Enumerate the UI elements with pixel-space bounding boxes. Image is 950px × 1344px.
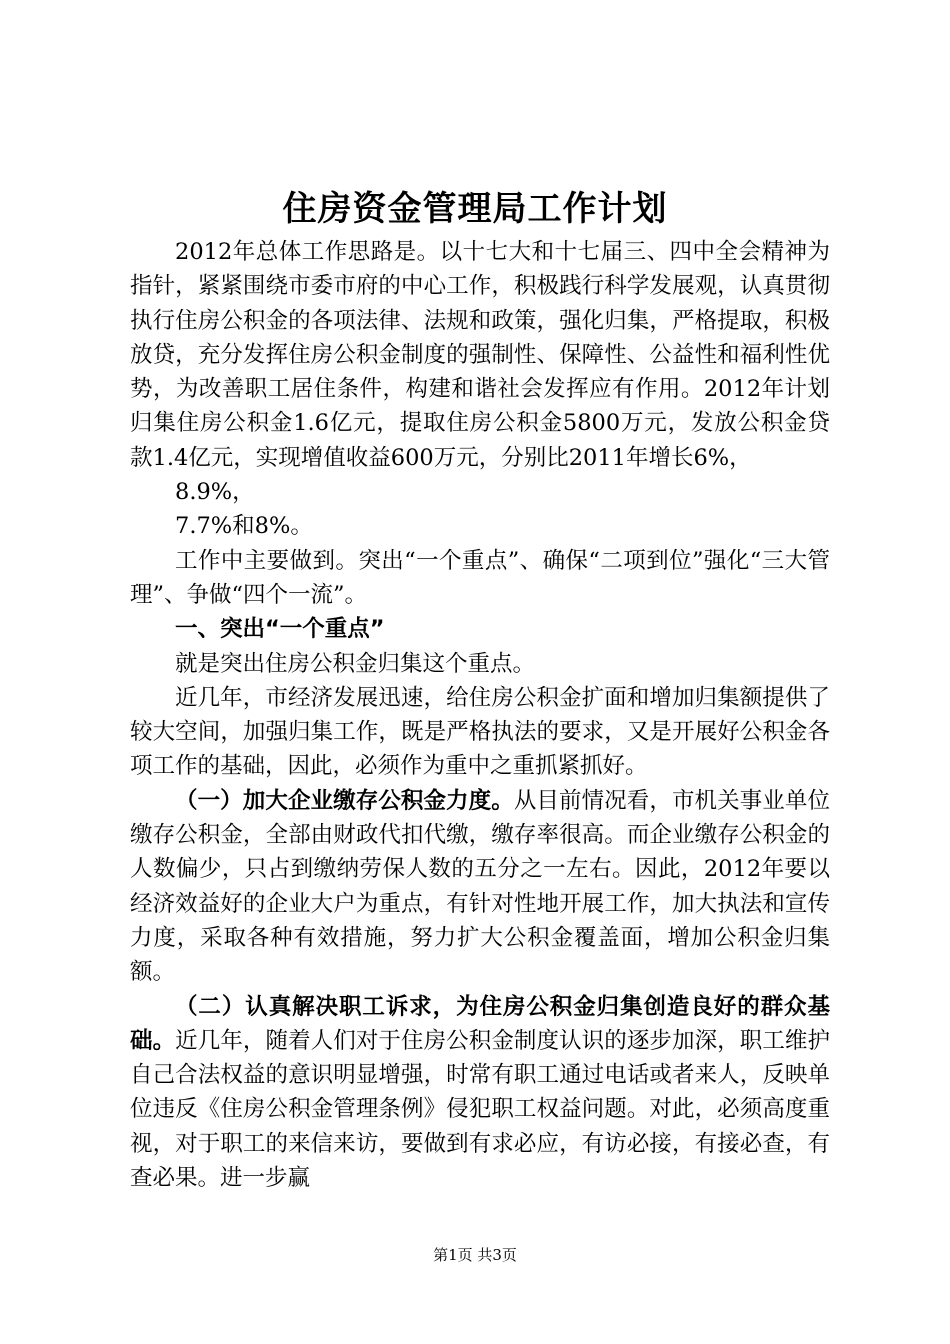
item-1-lead: （一）加大企业缴存公积金力度。 bbox=[175, 787, 514, 814]
page-footer: 第1页 共3页 bbox=[433, 1246, 517, 1264]
paragraph-overview: 2012年总体工作思路是。以十七大和十七届三、四中全会精神为指针，紧紧围绕市委市府的中心工作，积极践行科学发展观，认真贯彻执行住房公积金的各项法律、法规和政策，强化归集，严格提取，积极放贷，充分发挥住房公积金制度的强制性、保障性、公益性和福利性优势，为改善职工居住条件，构建和谐社会发挥应有作用。2012年计划归集住房公积金1.6亿元，提取住房公积金5800万元，发放公积金贷款1.4亿元，实现增值收益600万元，分别比2011年增长6%， bbox=[130, 239, 830, 471]
section-heading-1: 一、突出“一个重点” bbox=[175, 616, 385, 643]
paragraph-rate-2: 7.7%和8%。 bbox=[175, 513, 313, 540]
item-2-text: 近几年，随着人们对于住房公积金制度认识的逐步加深，职工维护自己合法权益的意识明显增强，时常有职工通过电话或者来人，反映单位违反《住房公积金管理条例》侵犯职工权益问题。对此，必须高度重视，对于职工的来信来访，要做到有求必应，有访必接，有接必查，有查必果。进一步赢 bbox=[130, 1027, 830, 1192]
paragraph-main-tasks: 工作中主要做到。突出“一个重点”、确保“二项到位”强化“三大管理”、争做“四个一流”。 bbox=[130, 547, 830, 608]
paragraph-section1-detail: 近几年，市经济发展迅速，给住房公积金扩面和增加归集额提供了较大空间，加强归集工作，既是严格执法的要求，又是开展好公积金各项工作的基础，因此，必须作为重中之重抓紧抓好。 bbox=[130, 684, 830, 780]
item-2-lead: （二）认真解决职工诉求，为住房公积金归集创造良好的群众基础。 bbox=[130, 993, 830, 1054]
paragraph-rate-1: 8.9%， bbox=[175, 479, 255, 506]
paragraph-item-1 bbox=[130, 784, 830, 990]
paragraph-item-2 bbox=[130, 990, 830, 1196]
paragraph-section1-intro: 就是突出住房公积金归集这个重点。 bbox=[175, 650, 536, 677]
item-1-text: 从目前情况看，市机关事业单位缴存公积金，全部由财政代扣代缴，缴存率很高。而企业缴存公积金的人数偏少，只占到缴纳劳保人数的五分之一左右。因此，2012年要以经济效益好的企业大户为重点，有针对性地开展工作，加大执法和宣传力度，采取各种有效措施，努力扩大公积金覆盖面，增加公积金归集额。 bbox=[130, 787, 830, 986]
document-title: 住房资金管理局工作计划 bbox=[282, 189, 668, 229]
document-body bbox=[130, 235, 830, 1195]
